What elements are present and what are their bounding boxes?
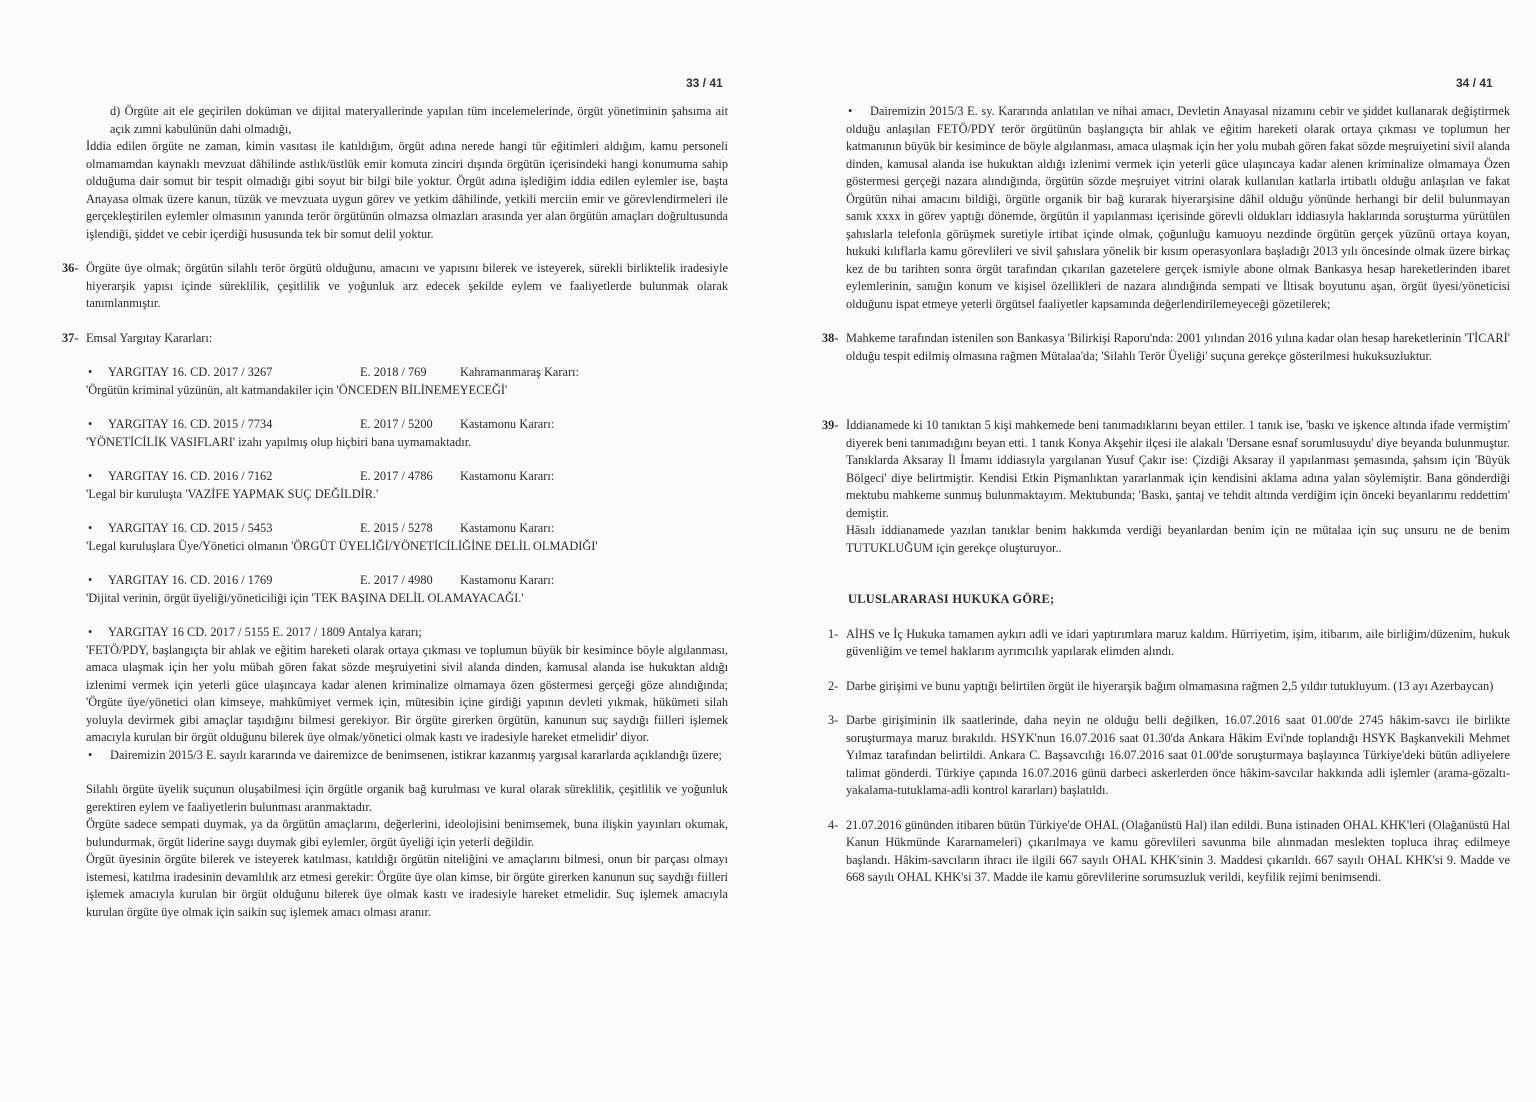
daire-text: Dairemizin 2015/3 E. sy. Kararında anlatılan ve nihai amacı, Devletin Anayasal nizamını cebir ve şiddet kullanarak değiştirmek olduğu anlaşılan FETÖ/PDY terör örgütünün başlangıçta bir ahlak ve eğitim hareketi olarak ortaya çıkması ve toplumun her katmanının büyük bir kesimince de böyle algılanması, amaca ulaşmak için her yolu mubah gören fakat sözde meşruiyetini sivil alanda dinden, kamusal alanda ise hukuktan aldığı izlenimi vermek için yeterli güce ulaşıncaya kadar alenen kriminalize olmamaya Özen göstermesi gerçeği nazara alındığında, örgütün sözde meşruiyet vitrini olarak kullanılan katlarla irtibatlı olduğu anlaşılan ve fakat Örgütün nihai amacını bildiği, örgütle organik bir bağ kurarak hiyerarşisine dâhil olduğu yönünde herhangi bir delil bulunmayan sanık xxxx in görev yaptığı dönemde, örgütün il yapılanması içerisinde görevli oldukları iddiasıyla haklarında soruşturma yürütülen şahıslarla telefonla görüşmek suretiyle irtibat içinde olmak, çoğunluğu kamuoyu nezdinde örgütün gerçek yüzünü ortaya koyan, hukuki kılıflarla kamu görevlileri ve sivil şahıslara yönelik bir kısım operasyonlara başladığı 2013 yılı öncesinde olmak üzere birkaç kez de bu tarihten sonra örgüt tarafından çıkarılan gazetelere gerçek ismiyle abone olmak Bankasya hesap hareketlerinden ibaret eylemlerinin, sanığın konum ve kişisel özellikleri de nazara alındığında sempati ve İltisak boyutunu aşan, örgüt üyesi/yöneticisi olduğunu ispat etmeye yeterli örgütsel faaliyetler kapsamında değerlendirilemeyeceği gözetilerek; (846, 104, 1510, 311)
silahli-paragraph-1: Silahlı örgüte üyelik suçunun oluşabilmesi için örgütle organik bağ kurulması ve kural olarak süreklilik, çeşitlilik ve yoğunluk gerektiren eylem ve faaliyetlerin bulunması aranmaktadır. (86, 782, 728, 814)
list-item (828, 626, 1510, 661)
reference-place: Kastamonu Kararı: (460, 573, 555, 587)
right-page-content (822, 103, 1510, 887)
item-text: Mahkeme tarafından istenilen son Bankasya 'Bilirkişi Raporu'nda: 2001 yılından 2016 yılına kadar olan hesap hareketlerinin 'TİCARİ' olduğu tespit edilmiş olmasına rağmen Mütalaa'da; 'Silahlı Terör Üyeliği' suçuna gerekçe gösterilmesi hukuksuzluktur. (846, 331, 1510, 363)
daire-text: Dairemizin 2015/3 E. sayılı kararında ve dairemizce de benimsenen, istikrar kazanmış yargısal kararlarda açıklandığı üzere; (110, 747, 722, 762)
reference-court: YARGITAY 16. CD. 2017 / 3267 (108, 365, 273, 379)
reference-item (86, 520, 728, 555)
reference-e-number: E. 2017 / 4786 (360, 469, 433, 483)
reference-quote: 'YÖNETİCİLİK VASIFLARI' izahı yapılmış olup hiçbiri bana uymamaktadır. (86, 434, 472, 449)
section-heading: ULUSLARARASI HUKUKA GÖRE; (848, 592, 1055, 606)
list-number: 4- (828, 817, 839, 832)
paragraph-d: d) Örgüte ait ele geçirilen doküman ve dijital materyallerinde yapılan tüm incelemelerinde, örgüt yönetiminin şahsıma ait açık zımni kabulünün dahi olmadığı, (110, 104, 728, 136)
reference-e-number: E. 2015 / 5278 (360, 521, 433, 535)
item-number: 39- (822, 418, 839, 432)
daire-paragraph (86, 747, 728, 765)
item-36 (62, 260, 728, 313)
item-37 (62, 330, 728, 348)
list-text: 21.07.2016 gününden itibaren bütün Türkiye'de OHAL (Olağanüstü Hal) ilan edildi. Buna istinaden OHAL KHK'leri (Olağanüstü Hal Kanun Hükmünde Kararnameleri) çıkarılmaya ve kamu görevlileri savunma bile alınmadan meslekten topluca ihraç edilmeye başlandı. Hâkim-savcıların ihracı ile ilgili 667 sayılı OHAL KHK'sinin 3. Maddesi çıkarıldı. 667 sayılı OHAL KHK'si 9. Madde ve 668 sayılı OHAL KHK'si 37. Madde ile kamu görevlilerine sorumsuzluk verildi, keyfilik rejimi benimsendi. (846, 817, 1510, 884)
reference-item (86, 416, 728, 451)
reference-e-number: E. 2018 / 769 (360, 365, 427, 379)
list-item (828, 712, 1510, 800)
page-number: 34 / 41 (1456, 76, 1493, 90)
list-item (828, 817, 1510, 887)
list-number: 1- (828, 626, 839, 641)
reference-item (86, 572, 728, 607)
reference-place: Kastamonu Kararı: (460, 521, 555, 535)
reference-item (86, 468, 728, 503)
reference-court: YARGITAY 16. CD. 2016 / 1769 (108, 573, 273, 587)
reference-court: YARGITAY 16. CD. 2015 / 5453 (108, 521, 273, 535)
reference-item (86, 364, 728, 399)
bullet: • (88, 573, 93, 587)
reference-list (86, 364, 728, 624)
right-page (768, 0, 1536, 1102)
list-text: AİHS ve İç Hukuka tamamen aykırı adli ve idari yaptırımlara maruz kaldım. Hürriyetim, işim, itibarım, aile birliğim/düzenim, hukuk güvenliğim ve temel haklarım ayrımcılık yapılarak elimden alındı. (846, 626, 1510, 658)
page-number: 33 / 41 (686, 76, 723, 90)
item-number: 38- (822, 331, 839, 345)
antalya-reference (86, 624, 728, 642)
reference-court: YARGITAY 16. CD. 2016 / 7162 (108, 469, 273, 483)
bullet: • (848, 104, 853, 118)
bullet: • (88, 625, 93, 639)
bullet: • (88, 747, 93, 762)
daire-paragraph (846, 103, 1510, 313)
bullet: • (88, 365, 93, 379)
item-38 (822, 330, 1510, 365)
bullet: • (88, 469, 93, 483)
silahli-paragraph-2: Örgüte sadece sempati duymak, ya da örgütün amaçlarını, değerlerini, ideolojisini benimsemek, buna ilişkin yayınları okumak, bulundurmak, örgüt liderine saygı duymak gibi eylemler, örgüt üyeliği için yeterli değildir. (86, 817, 728, 849)
item-number: 36- (62, 261, 79, 275)
reference-quote: 'Legal bir kuruluşta 'VAZİFE YAPMAK SUÇ DEĞİLDİR.' (86, 486, 379, 501)
item-39-conclusion: Hâsılı iddianamede yazılan tanıklar benim hakkımda verdiği beyanlardan benim için ne mütalaa için suç unsuru ne de benim TUTUKLUĞUM için gerekçe oluşturuyor.. (846, 523, 1510, 555)
antalya-text: 'FETÖ/PDY, başlangıçta bir ahlak ve eğitim hareketi olarak ortaya çıkması ve toplumun büyük bir kesimince böyle algılanması, amaca ulaşmak için her yolu mübah gören fakat sözde meşruiyetini sivil alanda dinden, kamusal alanda ise hukuktan aldığı izlenimi vermek için yeterli güce ulaşıncaya kadar alenen kriminalize olmamaya özen göstermesi gerçeği göze alındığında; 'Örgüte üye/yönetici olan kimseye, mahkûmiyet vermek için, mütesibin içine girdiği yapının devleti yıkmak, hükümeti silah yoluyla devirmek gibi amaçlar taşıdığını bilmesi gerekiyor. Bir örgüte girerken örgütün, kanunun suç saydığı fiilleri işlemek amacıyla kurulan bir örgüt olduğunu bilerek üye olmak/yönetici olmak kastı ve iradesiyle hareket etmelidir' diyor. (86, 642, 728, 744)
list-number: 3- (828, 713, 839, 727)
reference-quote: 'Dijital verinin, örgüt üyeliği/yöneticiliği için 'TEK BAŞINA DELİL OLAMAYACAĞI.' (86, 590, 524, 605)
reference-place: Kahramanmaraş Kararı: (460, 365, 579, 379)
reference-quote: 'Örgütün kriminal yüzünün, alt katmandakiler için 'ÖNCEDEN BİLİNEMEYECEĞİ' (86, 382, 508, 397)
silahli-paragraph-3: Örgüt üyesinin örgüte bilerek ve isteyerek katılması, katıldığı örgütün niteliğini ve amaçlarını bilmesi, onun bir parçası olmayı istemesi, katılma iradesinin devamlılık arz etmesi gerekir: Örgüte üye olan kimse, bir örgüte girerken kanunun suç saydığı fiilleri işlemek amacıyla kurulan bir örgüt olduğunu bilerek üye olmak kastı ve iradesiyle hareket etmelidir. Suç işlemek amacıyla kurulan örgüte üye olmak için saikin suç işlemek amacı olması aranır. (86, 852, 728, 919)
antalya-reference-line: YARGITAY 16 CD. 2017 / 5155 E. 2017 / 1809 Antalya kararı; (108, 625, 422, 639)
item-text: Örgüte üye olmak; örgütün silahlı terör örgütü olduğunu, amacını ve yapısını bilerek ve isteyerek, sürekli birliktelik iradesiyle hiyerarşik yapısı içinde süreklilik, çeşitlilik ve yoğunluk arz edecek şekilde eylem ve faaliyetlerde bulunmak olarak tanımlanmıştır. (86, 261, 728, 310)
bullet: • (88, 417, 93, 431)
item-39 (822, 417, 1510, 557)
reference-quote: 'Legal kuruluşlara Üye/Yönetici olmanın 'ÖRGÜT ÜYELİĞİ/YÖNETİCİLİĞİNE DELİL OLMADIĞI' (86, 538, 598, 553)
bullet: • (88, 521, 93, 535)
reference-court: YARGITAY 16. CD. 2015 / 7734 (108, 417, 273, 431)
reference-e-number: E. 2017 / 5200 (360, 417, 433, 431)
list-text: Darbe girişiminin ilk saatlerinde, daha neyin ne olduğu belli değilken, 16.07.2016 saat 01.00'de 2745 hâkim-savcı ile birlikte soruşturmaya maruz bırakıldı. HSYK'nun 16.07.2016 saat 01.30'da Ankara Hâkim Evi'nde toplandığı HSYK Başkanvekili Mehmet Yılmaz tarafından belirtildi. Ankara C. Başsavcılığı 16.07.2016 saat 01.00'de soruşturmaya başlayınca Türkiye'deki bütün adliyelere talimat gönderdi. Türkiye çapında 16.07.2016 günü darbeci askerlerden önce hâkim-savcılar hakkında adli işlemler (arama-gözaltı-yakalama-tutuklama-adli kontrol kararları) başlatıldı. (846, 713, 1510, 797)
paragraph-iddia: İddia edilen örgüte ne zaman, kimin vasıtası ile katıldığım, örgüt adına nerede hangi tür eğitimleri aldığım, kamu personeli olmamamdan kaynaklı mevzuat dâhilinde astlık/üstlük emir komuta zinciri dışında örgütün içerisindeki hangi konumuma sahip olduğuma dair somut bir tespit olmadığı gibi soyut bir bilgi bile yoktur. Örgüt adına işlediğim iddia edilen eylemler ise, başta Anayasa olmak üzere kanun, tüzük ve mevzuata uygun görev ve yetkim dâhilinde, yetkili merciin emir ve görevlendirmeleri ile gerçekleştirilen eylemler olmasının yanında terör örgütünün olmazsa olmazları arasında yer alan örgütün amaçları doğrultusunda işlendiği, şiddet ve cebir içerdiği hususunda tek bir somut delil yoktur. (86, 139, 728, 241)
item-number: 37- (62, 330, 79, 345)
left-page-content (62, 103, 728, 921)
reference-place: Kastamonu Kararı: (460, 417, 555, 431)
numbered-list (828, 626, 1510, 887)
item-text: Emsal Yargıtay Kararları: (86, 330, 213, 345)
list-item (828, 678, 1510, 696)
reference-place: Kastamonu Kararı: (460, 469, 555, 483)
list-text: Darbe girişimi ve bunu yaptığı belirtilen örgüt ile hiyerarşik bağım olmamasına rağmen 2,5 yıldır tutukluyum. (13 ayı Azerbaycan) (846, 678, 1494, 693)
list-number: 2- (828, 678, 839, 693)
reference-e-number: E. 2017 / 4980 (360, 573, 433, 587)
item-text: İddianamede ki 10 tanıktan 5 kişi mahkemede beni tanımadıklarını beyan ettiler. 1 tanık ise, 'baskı ve işkence altında ifade vermiştim' diyerek beni tanımadığını beyan etti. 1 tanık Konya Akşehir ilçesi ile alakalı 'Dersane esnaf sorumlusuydu' diye beyanda bulunmuştur. Tanıklarda Aksaray İl İmamı iddiasıyla yargılanan Yusuf Çakır ise: Çizdiği Aksaray il yapılanması şemasında, şahsım için 'Büyük Bölgeci' diye belirtmiştir. Kendisi Etkin Pişmanlıktan yararlanmak için kendisini aklama adına yalan söylemiştir. Bana gönderdiği mektubu mahkeme sunmuş bulunmaktayım. Mektubunda; 'Baskı, şantaj ve tehdit altında verdiğim için önceki beyanlarımı reddettim' demiştir. (846, 418, 1510, 520)
